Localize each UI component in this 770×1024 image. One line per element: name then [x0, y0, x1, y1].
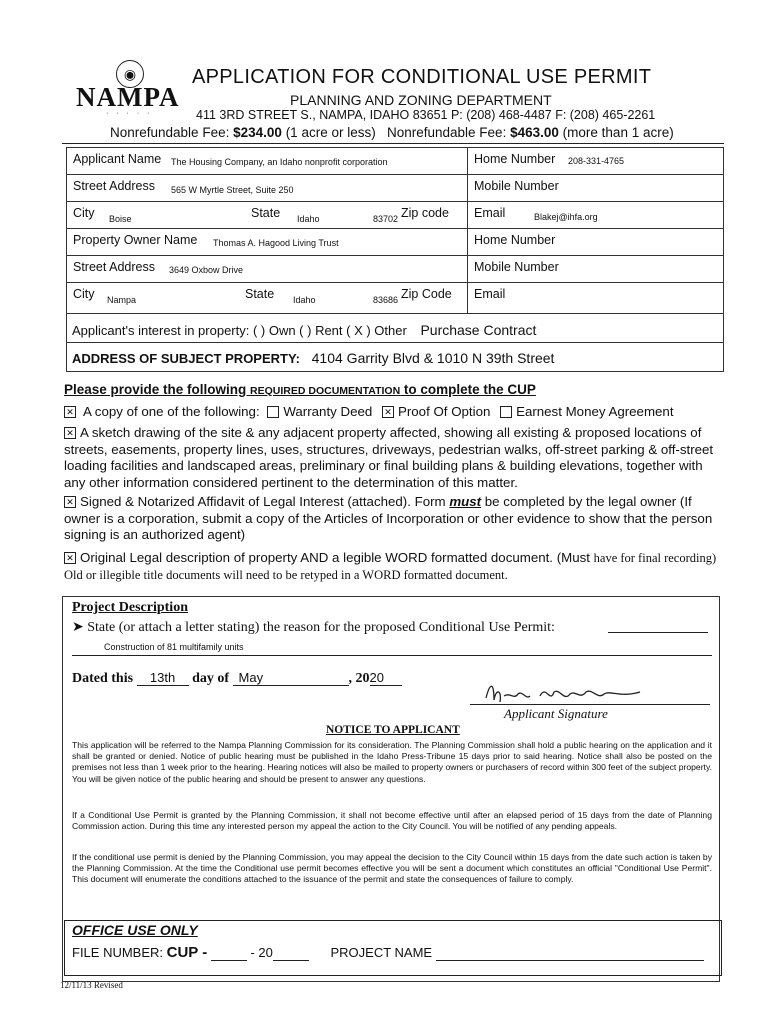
- project-name-field[interactable]: [436, 945, 704, 961]
- applicant-mobile-field[interactable]: [468, 175, 724, 202]
- notice-paragraph-1: This application will be referred to the Nampa Planning Commission for its consideration. The Planning Commission shall hold a public hearing on the application and it shall be granted or denied. Notice of public hearing must be published in the Idaho Press-Tribune 15 days prior to said hearing. Notice shall also be posted on the premises not less than 1 week prior to the hearing. Hearing notices will also be mailed to property owners or purchasers of record within 300 feet of the subject property. You will be given notice of the public hearing and should be present to answer any questions.: [72, 740, 712, 784]
- owner-state-value: Idaho: [293, 295, 316, 305]
- owner-home-field[interactable]: [468, 229, 724, 256]
- project-description-title: Project Description: [72, 600, 188, 615]
- owner-home-label: Home Number: [474, 233, 556, 247]
- applicant-email-label: Email: [474, 206, 506, 220]
- subject-property-value: 4104 Garrity Blvd & 1010 N 39th Street: [311, 350, 555, 366]
- applicant-street-value: 565 W Myrtle Street, Suite 250: [171, 185, 294, 195]
- requirement-4-text-b: have for final recording) Old or illegible title documents will need to be retyped in a WORD formatted document.: [64, 551, 717, 582]
- requirement-3-must: must: [449, 494, 482, 509]
- checked-box-icon[interactable]: ✕: [64, 552, 76, 564]
- owner-name-label: Property Owner Name: [73, 233, 198, 247]
- unchecked-box-icon[interactable]: [500, 406, 512, 418]
- fee-small-label: Nonrefundable Fee:: [110, 125, 230, 140]
- owner-city-state-zip-field[interactable]: [67, 283, 468, 314]
- owner-city-label: City: [73, 287, 95, 301]
- dated-line: [72, 670, 402, 687]
- day-of-label: day of: [192, 671, 230, 686]
- unchecked-box-icon[interactable]: [267, 406, 279, 418]
- requirement-3-text-a: Signed & Notarized Affidavit of Legal Interest (attached). Form: [80, 494, 450, 509]
- owner-name-field[interactable]: [67, 229, 468, 256]
- owner-street-label: Street Address: [73, 260, 155, 274]
- owner-state-label: State: [245, 287, 275, 301]
- owner-mobile-field[interactable]: [468, 256, 724, 283]
- requirement-item-1: [64, 404, 724, 421]
- applicant-city-value: Boise: [109, 214, 132, 224]
- cup-prefix: CUP -: [166, 944, 208, 961]
- option-earnest-money: Earnest Money Agreement: [516, 404, 674, 419]
- office-use-title: OFFICE USE ONLY: [72, 922, 198, 938]
- fee-large-amount: $463.00: [510, 125, 559, 140]
- owner-city-value: Nampa: [107, 295, 137, 305]
- notice-paragraph-3: If the conditional use permit is denied by the Planning Commission, you may appeal the decision to the City Council within 15 days from the date such action is taken by the Planning Commission. At the time the Conditional use permit becomes effective you will be sent a document which constitutes an official "Conditional Use Permit". This document will enumerate the conditions attached to the issuance of the permit and state the consequences of failure to comply.: [72, 852, 712, 885]
- applicant-home-value: 208-331-4765: [568, 156, 625, 166]
- owner-name-value: Thomas A. Hagood Living Trust: [213, 238, 339, 248]
- day-field[interactable]: 13th: [137, 670, 189, 686]
- applicant-city-state-zip-field[interactable]: [67, 202, 468, 229]
- notice-heading: NOTICE TO APPLICANT: [326, 724, 460, 736]
- fee-small-note: (1 acre or less): [285, 125, 376, 140]
- requirements-heading-a: Please provide the following: [64, 382, 251, 397]
- office-use-line: [72, 944, 704, 961]
- requirements-heading-b: REQUIRED DOCUMENTATION: [250, 385, 401, 397]
- arrow-bullet-icon: ➤: [72, 620, 84, 635]
- applicant-email-field[interactable]: [468, 202, 724, 229]
- header-divider: [62, 143, 724, 144]
- signature-line: [470, 704, 710, 705]
- applicant-mobile-label: Mobile Number: [474, 179, 559, 193]
- interest-other-value: Purchase Contract: [420, 322, 537, 338]
- requirement-1-text: A copy of one of the following:: [82, 404, 260, 419]
- requirements-heading: [64, 382, 536, 397]
- owner-zip-value: 83686: [373, 295, 399, 305]
- project-question-text: State (or attach a letter stating) the reason for the proposed Conditional Use Permit:: [87, 620, 555, 635]
- fee-line: [110, 125, 674, 140]
- applicant-name-label: Applicant Name: [73, 152, 162, 166]
- applicant-signature-label: Applicant Signature: [504, 706, 608, 721]
- nampa-logo: [76, 60, 196, 115]
- requirement-3-text-b: be completed by the legal owner (If owner is a corporation, submit a copy of the Articles of Incorporation or other evidence to show that the person signing is an authorized agent): [64, 494, 713, 542]
- revised-date: 12/11/13 Revised: [60, 980, 123, 990]
- requirement-item-2: [64, 425, 724, 491]
- notice-paragraph-2: If a Conditional Use Permit is granted by the Planning Commission, it shall not become effective until after an elapsed period of 15 days from the date of Planning Commission action. During this time any interested person my appeal the action to the City Council. You will be notified of any pending appeals.: [72, 810, 712, 832]
- option-warranty-deed: Warranty Deed: [283, 404, 373, 419]
- applicant-zip-label: Zip code: [401, 206, 449, 220]
- table-row: [67, 283, 724, 314]
- project-question: [72, 619, 555, 636]
- department-name: PLANNING AND ZONING DEPARTMENT: [290, 92, 552, 108]
- requirement-4-text-a: Original Legal description of property AND a legible WORD formatted document. (Must: [80, 550, 594, 565]
- checked-box-icon[interactable]: ✕: [382, 406, 394, 418]
- requirement-2-text: A sketch drawing of the site & any adjacent property affected, showing all existing & proposed locations of streets, easements, property lines, uses, structures, driveways, pedestrian walks, off-street parking & off-street loading facilities and landscaped areas, preliminary or final building plans & building elevations, together with any other information considered pertinent to the determination of this matter.: [64, 425, 714, 490]
- owner-zip-label: Zip Code: [401, 287, 452, 301]
- department-address: 411 3RD STREET S., NAMPA, IDAHO 83651 P: (208) 468-4487 F: (208) 465-2261: [196, 108, 656, 122]
- owner-street-field[interactable]: [67, 256, 468, 283]
- form-title: APPLICATION FOR CONDITIONAL USE PERMIT: [192, 66, 652, 88]
- question-answer-line: [608, 632, 708, 633]
- subject-property-label: ADDRESS OF SUBJECT PROPERTY:: [72, 351, 301, 366]
- subject-property-line[interactable]: [72, 350, 554, 366]
- file-number-label: FILE NUMBER:: [72, 945, 164, 960]
- table-row: [67, 256, 724, 283]
- month-field[interactable]: May: [233, 670, 349, 686]
- applicant-name-value: The Housing Company, an Idaho nonprofit corporation: [171, 157, 388, 167]
- checked-box-icon[interactable]: ✕: [64, 406, 76, 418]
- applicant-email-value: Blakej@ihfa.org: [534, 212, 598, 222]
- applicant-street-label: Street Address: [73, 179, 155, 193]
- fee-large-label: Nonrefundable Fee:: [386, 125, 507, 140]
- owner-mobile-label: Mobile Number: [474, 260, 559, 274]
- applicant-street-field[interactable]: [67, 175, 468, 202]
- file-year-field[interactable]: [273, 945, 309, 961]
- logo-dots: · · · · ·: [106, 110, 153, 117]
- fee-large-note: (more than 1 acre): [562, 125, 674, 140]
- year-dash: - 20: [250, 945, 273, 960]
- logo-text: NAMPA: [76, 82, 180, 112]
- applicant-city-label: City: [73, 206, 95, 220]
- interest-options: Applicant's interest in property: ( ) Own ( ) Rent ( X ) Other: [72, 323, 407, 338]
- applicant-home-field[interactable]: [468, 148, 724, 175]
- file-number-field[interactable]: [211, 945, 247, 961]
- interest-line[interactable]: [72, 322, 536, 338]
- applicant-state-label: State: [251, 206, 281, 220]
- requirement-item-3: [64, 494, 724, 544]
- answer-line: [72, 655, 712, 656]
- table-row: [67, 175, 724, 202]
- option-proof-of-option: Proof Of Option: [397, 404, 491, 419]
- project-name-label: PROJECT NAME: [330, 945, 433, 960]
- checked-box-icon[interactable]: ✕: [64, 496, 76, 508]
- applicant-state-value: Idaho: [297, 214, 320, 224]
- owner-email-field[interactable]: [468, 283, 724, 314]
- year-field[interactable]: 20: [370, 670, 402, 686]
- owner-street-value: 3649 Oxbow Drive: [169, 265, 244, 275]
- requirements-heading-c: to complete the CUP: [400, 382, 536, 397]
- applicant-home-label: Home Number: [474, 152, 556, 166]
- requirement-item-4: [64, 550, 724, 583]
- owner-email-label: Email: [474, 287, 506, 301]
- seal-icon: ◉: [116, 60, 144, 88]
- applicant-table: [66, 147, 724, 372]
- table-row: [67, 229, 724, 256]
- dated-label: Dated this: [72, 671, 134, 686]
- table-row: [67, 202, 724, 229]
- project-answer[interactable]: Construction of 81 multifamily units: [104, 642, 244, 652]
- table-row: [67, 148, 724, 175]
- applicant-name-field[interactable]: [67, 148, 468, 175]
- checked-box-icon[interactable]: ✕: [64, 427, 76, 439]
- applicant-zip-value: 83702: [373, 214, 399, 224]
- year-prefix: , 20: [348, 671, 370, 686]
- fee-small-amount: $234.00: [233, 125, 282, 140]
